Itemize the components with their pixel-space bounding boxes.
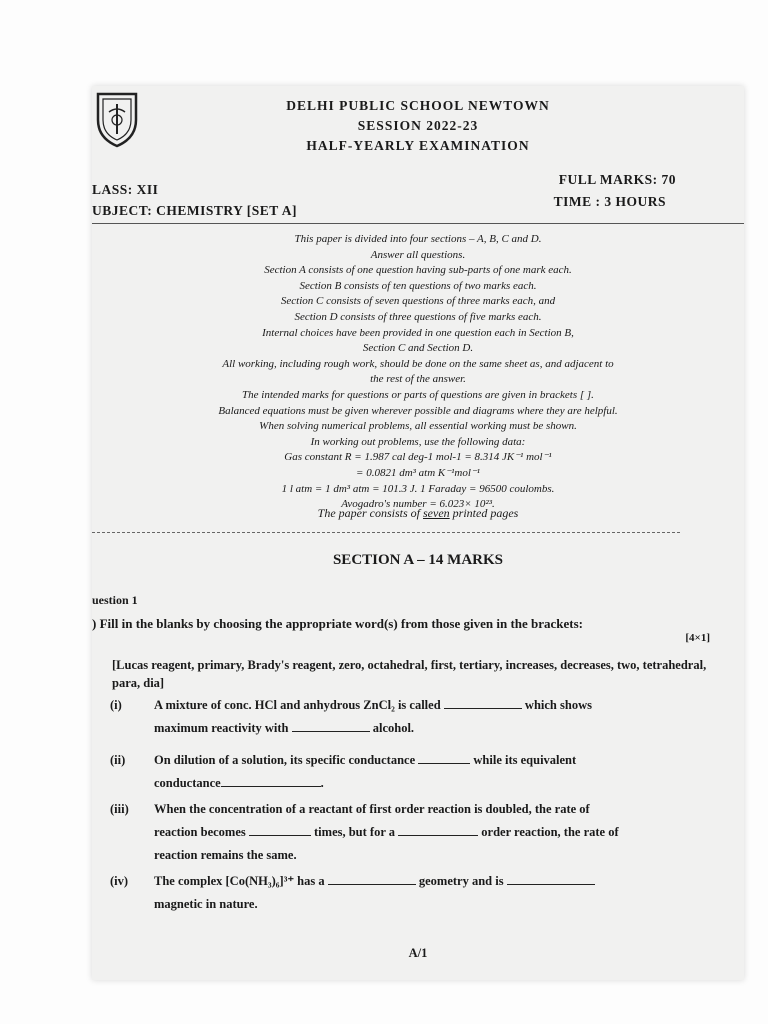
exam-title: HALF-YEARLY EXAMINATION [306, 138, 530, 153]
instruction-line: Answer all questions. [370, 248, 466, 261]
part-a-marks: [4×1] [685, 632, 710, 644]
subject-label: UBJECT: CHEMISTRY [SET A] [92, 203, 297, 218]
instruction-line: Gas constant R = 1.987 cal deg-1 mol-1 = 8.314 JK⁻¹ mol⁻¹ [284, 451, 552, 464]
page-code: A/1 [408, 946, 428, 960]
item-text: order reaction, the rate of [481, 825, 619, 839]
answer-blank[interactable] [418, 753, 470, 764]
item-text: which shows [524, 698, 592, 712]
instruction-line: Balanced equations must be given wherever possible and diagrams where they are helpful. [218, 404, 618, 417]
answer-blank[interactable] [249, 825, 311, 836]
full-marks-label: FULL MARKS: 70 [558, 172, 676, 187]
item-text: When the concentration of a reactant of first order reaction is doubled, the rate of [154, 802, 590, 816]
instructions-block [92, 232, 744, 513]
instruction-line: This paper is divided into four sections – A, B, C and D. [294, 233, 542, 245]
exam-paper-page [92, 86, 744, 980]
answer-blank[interactable] [507, 874, 595, 885]
pages-note-before: The paper consists of [317, 506, 423, 520]
instruction-line: In working out problems, use the following data: [310, 435, 526, 448]
word-list: [Lucas reagent, primary, Brady's reagent, zero, octahedral, first, tertiary, increases, decreases, two, tetrahedral, para, dia] [112, 658, 707, 690]
pages-count: seven [423, 506, 450, 520]
question-part-a: ) Fill in the blanks by choosing the appropriate word(s) from those given in the brackets: [92, 616, 584, 631]
item-text: On dilution of a solution, its specific conductance [154, 753, 416, 767]
answer-blank[interactable] [444, 698, 522, 709]
item-text: maximum reactivity with [154, 721, 289, 735]
instruction-line: Internal choices have been provided in one question each in Section B, [262, 326, 574, 339]
pages-note-after: printed pages [449, 506, 519, 520]
instruction-line: the rest of the answer. [370, 373, 466, 386]
item-text: alcohol. [372, 721, 415, 735]
instruction-line: = 0.0821 dm³ atm K⁻¹mol⁻¹ [356, 466, 480, 479]
instruction-line: Section C and Section D. [362, 342, 474, 355]
item-text: The complex [Co(NH₃)₆]³⁺ has a [154, 874, 325, 888]
pages-note [92, 506, 744, 521]
answer-blank[interactable] [221, 776, 321, 787]
instruction-line: Section A consists of one question having sub-parts of one mark each. [264, 264, 572, 277]
header-divider [92, 223, 744, 224]
answer-blank[interactable] [328, 874, 416, 885]
item-text: times, but for a [314, 825, 396, 839]
item-number: (i) [110, 698, 122, 712]
item-text: . [320, 776, 324, 790]
question-label: uestion 1 [92, 593, 138, 607]
item-number: (ii) [110, 753, 126, 767]
section-title: SECTION A – 14 MARKS [332, 552, 504, 568]
session-title: SESSION 2022-23 [357, 118, 479, 133]
instruction-line: Section D consists of three questions of five marks each. [294, 310, 542, 323]
class-label: LASS: XII [92, 182, 159, 197]
item-text: geometry and is [418, 874, 504, 888]
answer-blank[interactable] [292, 721, 370, 732]
item-text: magnetic in nature. [154, 897, 258, 911]
item-text: A mixture of conc. HCl and anhydrous ZnCl₂ is called [154, 698, 441, 712]
instruction-line: Section C consists of seven questions of three marks each, and [280, 295, 556, 308]
instruction-line: When solving numerical problems, all essential working must be shown. [259, 420, 577, 433]
item-text: reaction remains the same. [154, 848, 297, 862]
dashed-divider [92, 532, 680, 533]
instruction-line: The intended marks for questions or parts of questions are given in brackets [ ]. [242, 388, 594, 401]
item-number: (iv) [110, 874, 129, 888]
item-text: conductance [154, 776, 221, 790]
answer-blank[interactable] [398, 825, 478, 836]
time-label: TIME : 3 HOURS [553, 194, 666, 209]
item-text: reaction becomes [154, 825, 246, 839]
instruction-line: 1 l atm = 1 dm³ atm = 101.3 J. 1 Faraday = 96500 coulombs. [281, 482, 555, 495]
instruction-line: Section B consists of ten questions of two marks each. [299, 279, 537, 292]
item-text: while its equivalent [473, 753, 577, 767]
instruction-line: Avogadro's number = 6.023× 10²³. [341, 498, 495, 511]
instruction-line: All working, including rough work, should be done on the same sheet as, and adjacent to [222, 357, 614, 370]
item-number: (iii) [110, 802, 129, 816]
school-name: DELHI PUBLIC SCHOOL NEWTOWN [286, 98, 550, 113]
